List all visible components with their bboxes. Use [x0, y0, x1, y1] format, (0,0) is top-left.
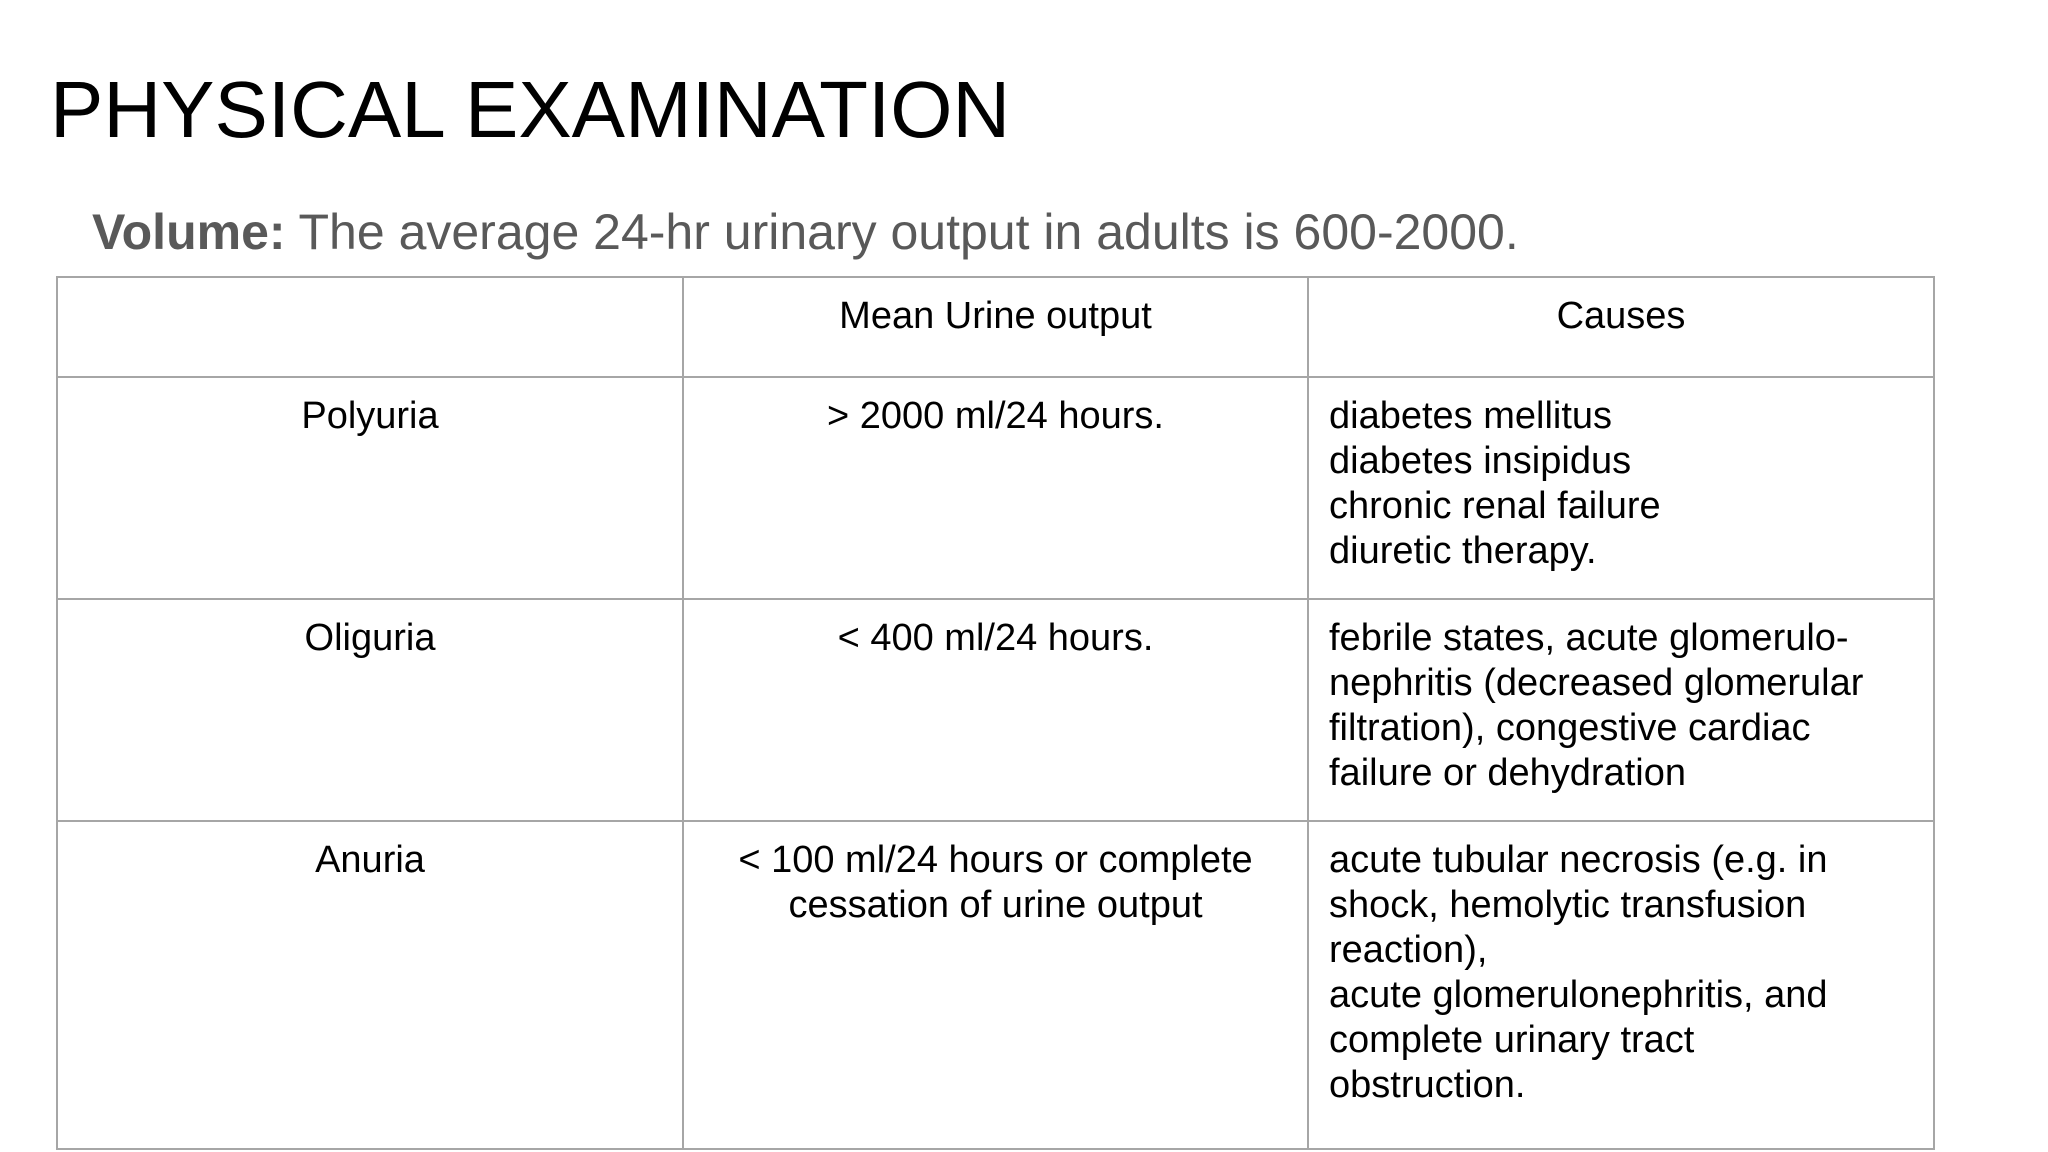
cell-output [683, 821, 1308, 1149]
cause-line: febrile states, acute glomerulo- [1329, 617, 1849, 659]
cause-line: acute glomerulonephritis, and [1329, 974, 1828, 1016]
cause-line: reaction), [1329, 929, 1488, 971]
page-title: PHYSICAL EXAMINATION [50, 65, 1011, 154]
cause-line: diabetes insipidus [1329, 440, 1632, 482]
cell-condition: Polyuria [57, 377, 683, 599]
header-causes: Causes [1308, 277, 1934, 377]
header-mean-output: Mean Urine output [683, 277, 1308, 377]
cell-output [683, 377, 1308, 599]
subtitle-text: The average 24-hr urinary output in adults is 600-2000. [285, 204, 1519, 260]
cell-causes [1308, 377, 1934, 599]
cell-causes [1308, 821, 1934, 1149]
cell-causes [1308, 599, 1934, 821]
subtitle-lead: Volume: [92, 204, 286, 260]
cell-output [683, 599, 1308, 821]
cause-line: diuretic therapy. [1329, 530, 1597, 572]
output-line: > 2000 ml/24 hours. [827, 395, 1164, 437]
cause-line: acute tubular necrosis (e.g. in [1329, 839, 1828, 881]
output-line: < 400 ml/24 hours. [837, 617, 1154, 659]
cause-line: filtration), congestive cardiac [1329, 707, 1811, 749]
cell-condition: Anuria [57, 821, 683, 1149]
cause-line: nephritis (decreased glomerular [1329, 662, 1864, 704]
table-row-polyuria [57, 377, 1934, 599]
cause-line: shock, hemolytic transfusion [1329, 884, 1807, 926]
cause-line: diabetes mellitus [1329, 395, 1613, 437]
cause-line: complete urinary tract [1329, 1019, 1695, 1061]
table-header-row [57, 277, 1934, 377]
output-line: cessation of urine output [788, 884, 1203, 926]
cause-line: failure or dehydration [1329, 752, 1686, 794]
table-row-oliguria [57, 599, 1934, 821]
cause-line: obstruction. [1329, 1064, 1526, 1106]
table-row-anuria [57, 821, 1934, 1149]
subtitle [92, 202, 1519, 262]
output-line: < 100 ml/24 hours or complete [738, 839, 1253, 881]
urine-volume-table [56, 276, 1935, 1150]
header-condition [57, 277, 683, 377]
cause-line: chronic renal failure [1329, 485, 1661, 527]
cell-condition: Oliguria [57, 599, 683, 821]
